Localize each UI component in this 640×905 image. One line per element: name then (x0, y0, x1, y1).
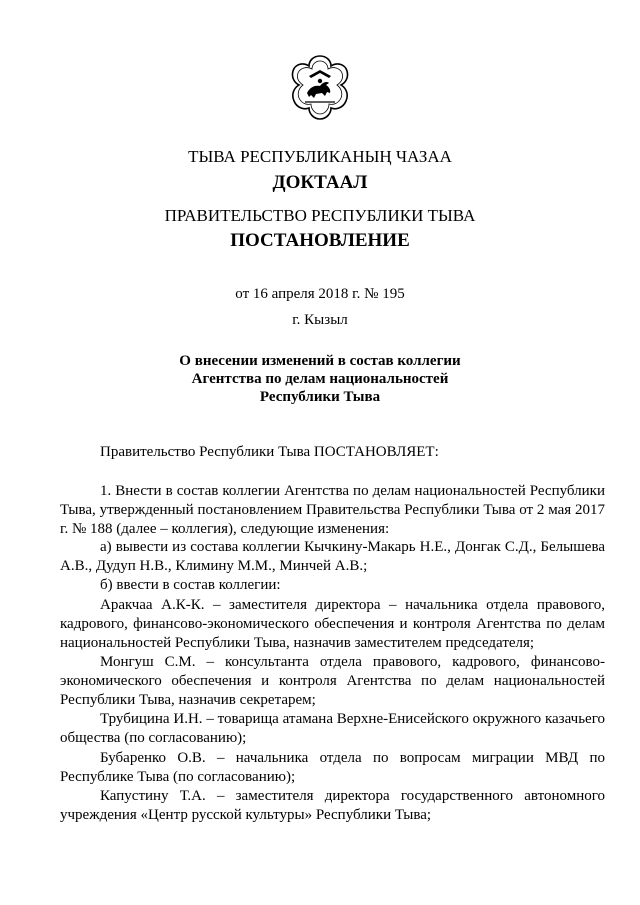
member-mongush: Монгуш С.М. – консультанта отдела правового, кадрового, финансово-экономического обеспечения и контроля Агентства по делам национальностей Республики Тыва, назначив секретарем; (60, 654, 605, 708)
intro-paragraph: Правительство Республики Тыва ПОСТАНОВЛЯЕТ: (100, 444, 439, 460)
coat-of-arms-icon (285, 52, 355, 122)
header-postanovlenie: ПОСТАНОВЛЕНИЕ (230, 230, 410, 251)
member-bubarenko: Бубаренко О.В. – начальника отдела по вопросам миграции МВД по Республике Тыва (по согласованию); (60, 750, 605, 785)
document-title (0, 352, 640, 406)
header-doktaal: ДОКТААЛ (272, 172, 368, 193)
document-date: от 16 апреля 2018 г. № 195 (235, 286, 405, 302)
item-1-paragraph: 1. Внести в состав коллегии Агентства по делам национальностей Республики Тыва, утвержденный постановлением Правительства Республики Тыва от 2 мая 2017 г. № 188 (далее – коллегия), следующие изменения: (60, 483, 605, 537)
member-arakchaa: Аракчаа А.К-К. – заместителя директора – начальника отдела правового, кадрового, финансово-экономического обеспечения и контроля Агентства по делам национальностей Республики Тыва, назначив заместителем председателя; (60, 597, 605, 651)
title-line-1: О внесении изменений в состав коллегии (179, 353, 461, 369)
header-tyva-government: ТЫВА РЕСПУБЛИКАНЫҢ ЧАЗАА (188, 147, 452, 166)
title-line-3: Республики Тыва (259, 389, 381, 405)
member-trubitsina: Трубицина И.Н. – товарища атамана Верхне-Енисейского окружного казачьего общества (по согласованию); (60, 711, 605, 746)
item-1b-paragraph: б) ввести в состав коллегии: (100, 577, 281, 593)
member-kapustina: Капустину Т.А. – заместителя директора государственного автономного учреждения «Центр русской культуры» Республики Тыва; (60, 788, 605, 823)
title-line-2: Агентства по делам национальностей (191, 371, 449, 387)
item-1a-paragraph: а) вывести из состава коллегии Кычкину-Макарь Н.Е., Донгак С.Д., Белышева А.В., Дудуп Н.В., Климину М.М., Минчей А.В.; (60, 539, 605, 574)
document-city: г. Кызыл (292, 312, 348, 328)
header-government: ПРАВИТЕЛЬСТВО РЕСПУБЛИКИ ТЫВА (164, 206, 476, 225)
